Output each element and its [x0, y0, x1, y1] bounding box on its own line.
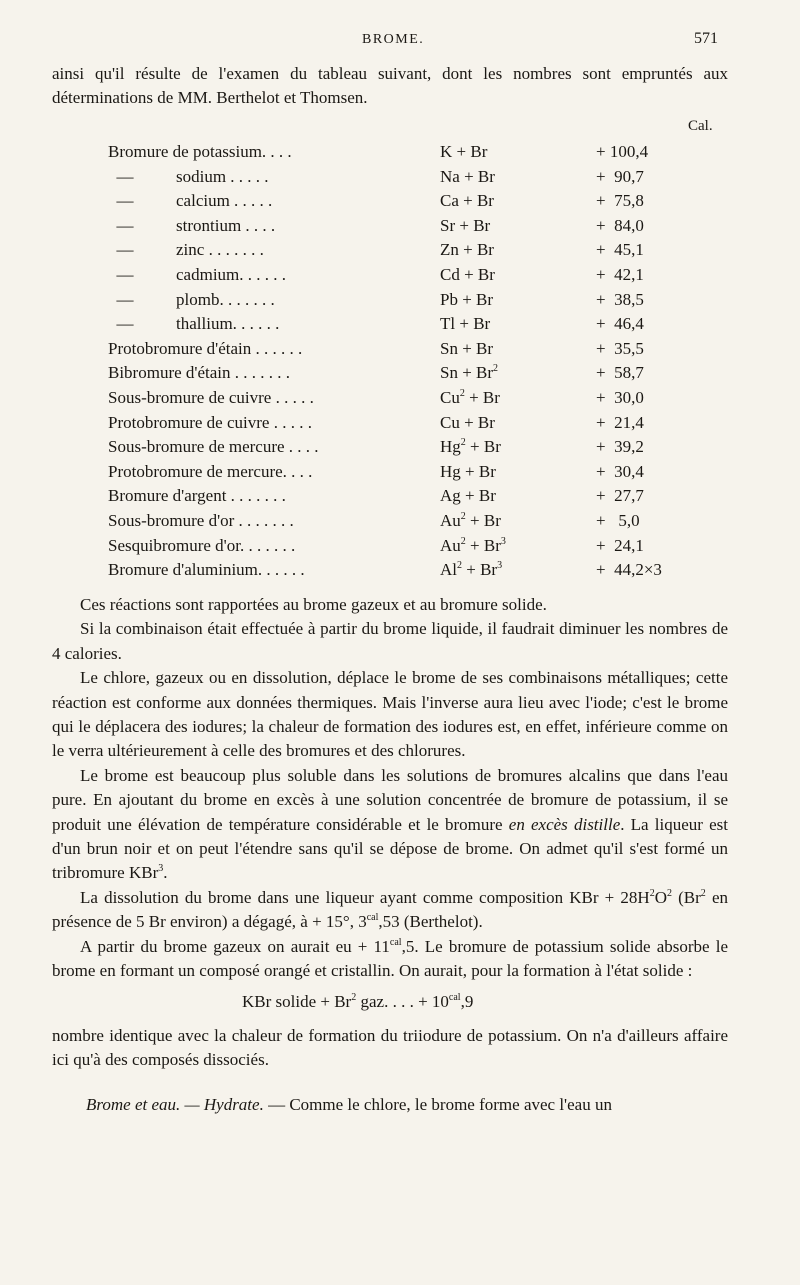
paragraph: A partir du brome gazeux on aurait eu + $11^{cal},5$. Le bromure de potassium solide absorbe le brome en formant un composé orangé et cristallin. On aurait, pour la formation à l'état solide : [52, 936, 728, 981]
compound-name: — thallium. . . . . . [108, 314, 280, 334]
compound-name: Protobromure de cuivre . . . . . [108, 412, 312, 432]
reaction-formula: $Al^2 + Br^3$ [440, 560, 503, 580]
paragraph: Si la combinaison était effectuée à partir du brome liquide, il faudrait diminuer les nombres de 4 calories. [52, 619, 728, 663]
reaction-formula: Ag + Br [440, 486, 496, 506]
table-row [0, 411, 800, 435]
reaction-formula: Zn + Br [440, 240, 494, 260]
paragraph: nombre identique avec la chaleur de formation du triiodure de potassium. On n'a d'ailleurs affaire ici qu'à des composés dissociés. [52, 1025, 728, 1070]
heat-value: + 30,0 [596, 388, 644, 407]
heat-value: + 35,5 [596, 338, 644, 358]
compound-name: Bibromure d'étain . . . . . . . [108, 363, 291, 383]
reaction-formula: Cd + Br [440, 265, 495, 284]
reaction-formula: Pb + Br [440, 289, 494, 309]
heat-value: + 5,0 [596, 511, 640, 530]
compound-name: Bromure d'aluminium. . . . . . [108, 560, 305, 580]
reaction-formula: Hg + Br [440, 461, 496, 481]
table-row [0, 312, 800, 336]
table-row [0, 361, 800, 385]
table-row [0, 558, 800, 582]
table-row [0, 238, 800, 262]
heat-value: + 46,4 [596, 314, 644, 334]
heat-value: + 27,7 [596, 486, 644, 506]
table-row [0, 165, 800, 189]
heat-value: + 75,8 [596, 191, 644, 211]
heat-value: + 58,7 [596, 363, 644, 383]
body-text [52, 593, 728, 1117]
heat-value: + 38,5 [596, 289, 644, 309]
compound-name: — cadmium. . . . . . [108, 265, 287, 284]
compound-name: Sous-bromure d'or . . . . . . . [108, 511, 294, 530]
compound-name: Protobromure de mercure. . . . [108, 461, 313, 481]
heat-value: + 39,2 [596, 437, 644, 457]
table-row [0, 337, 800, 361]
emphasis: en excès distille [508, 814, 621, 834]
paragraph: Le brome est beaucoup plus soluble dans les solutions de bromures alcalins que dans l'eau pure. En ajoutant du brome en excès à une solution concentrée de bromure de potassium, il se produit une élévation de température considérable et le bromure en excès distille. La liqueur est d'un brun noir et on peut l'étendre sans qu'il se dépose de brome. On admet qu'il s'est formé un tribromure KBr$^3$. [52, 765, 728, 883]
paragraph: La dissolution du brome dans une liqueur ayant comme composition KBr + $28H^2O^2$ (Br$^2$ en présence de 5 Br environ) a dégagé, à + 15°, $3^{cal},53$ (Berthelot). [52, 887, 728, 932]
heat-value: + 21,4 [596, 412, 644, 432]
reaction-formula: Sn + Br [440, 338, 494, 358]
reaction-formula: $Hg^2 + Br$ [440, 437, 501, 457]
reaction-formula: Tl + Br [440, 314, 491, 334]
reaction-formula: K + Br [440, 142, 488, 161]
reaction-formula: Sr + Br [440, 215, 491, 235]
table-row [0, 509, 800, 533]
reaction-formula: Ca + Br [440, 191, 494, 211]
table-row [0, 140, 800, 164]
paragraph: Le chlore, gazeux ou en dissolution, déplace le brome de ses combinaisons métalliques; cette réaction est conforme aux données thermiques. Mais l'inverse aura lieu avec l'iode; c'est le brome qui le déplacera des iodures; la chaleur de formation des iodures est, en effet, inférieure comme on le verra ultérieurement à celle des bromures et des chlorures. [52, 668, 728, 761]
heat-value: + 84,0 [596, 215, 644, 235]
heat-value: + 100,4 [596, 142, 649, 161]
heat-value: + 24,1 [596, 535, 644, 555]
compound-name: — strontium . . . . [108, 215, 276, 235]
page-number: 571 [694, 30, 718, 47]
compound-name: Sous-bromure de cuivre . . . . . [108, 388, 314, 407]
table-row [0, 534, 800, 558]
compound-name: — plomb. . . . . . . [108, 289, 275, 309]
table-row [0, 386, 800, 410]
compound-name: Sous-bromure de mercure . . . . [108, 437, 319, 457]
table-row [0, 263, 800, 287]
heat-value: + 90,7 [596, 166, 644, 186]
page-header [0, 28, 800, 52]
heat-value: + 44,2×3 [596, 560, 662, 580]
paragraph: Ces réactions sont rapportées au brome gazeux et au bromure solide. [80, 595, 547, 614]
heat-value: + 30,4 [596, 461, 644, 481]
table-row [0, 214, 800, 238]
reaction-formula: $Au^2 + Br^3$ [440, 535, 506, 555]
compound-name: Sesquibromure d'or. . . . . . . [108, 535, 296, 555]
compound-name: Protobromure d'étain . . . . . . [108, 338, 303, 358]
heat-value: + 42,1 [596, 265, 644, 284]
compound-name: — calcium . . . . . [108, 191, 273, 211]
compound-name: — zinc . . . . . . . [108, 240, 264, 260]
reaction-formula: $Au^2 + Br$ [440, 511, 501, 530]
reaction-formula: $Cu^2 + Br$ [440, 388, 500, 407]
table-row [0, 189, 800, 213]
table-row [0, 460, 800, 484]
section-heading-paragraph: Brome et eau. — Hydrate. — Comme le chlore, le brome forme avec l'eau un [86, 1094, 612, 1114]
reaction-formula: Na + Br [440, 166, 495, 186]
table-row [0, 288, 800, 312]
reaction-formula: $Sn + Br^2$ [440, 363, 499, 383]
running-title: BROME. [362, 32, 425, 47]
table-row [0, 435, 800, 459]
unit-label: Cal. [688, 118, 713, 134]
heat-value: + 45,1 [596, 240, 644, 260]
compound-name: Bromure d'argent . . . . . . . [108, 486, 286, 506]
compound-name: Bromure de potassium. . . . [108, 142, 292, 161]
section-heading: Brome et eau. — Hydrate. [86, 1094, 264, 1114]
equation: KBr solide + $Br^2$ gaz. . . . + $10^{cal},9$ [242, 991, 474, 1011]
intro-text: ainsi qu'il résulte de l'examen du tableau suivant, dont les nombres sont empruntés aux déterminations de MM. Berthelot et Thomsen. [52, 64, 728, 107]
intro-paragraph [52, 62, 728, 110]
reaction-formula: Cu + Br [440, 412, 495, 432]
compound-name: — sodium . . . . . [108, 166, 269, 186]
table-row [0, 484, 800, 508]
